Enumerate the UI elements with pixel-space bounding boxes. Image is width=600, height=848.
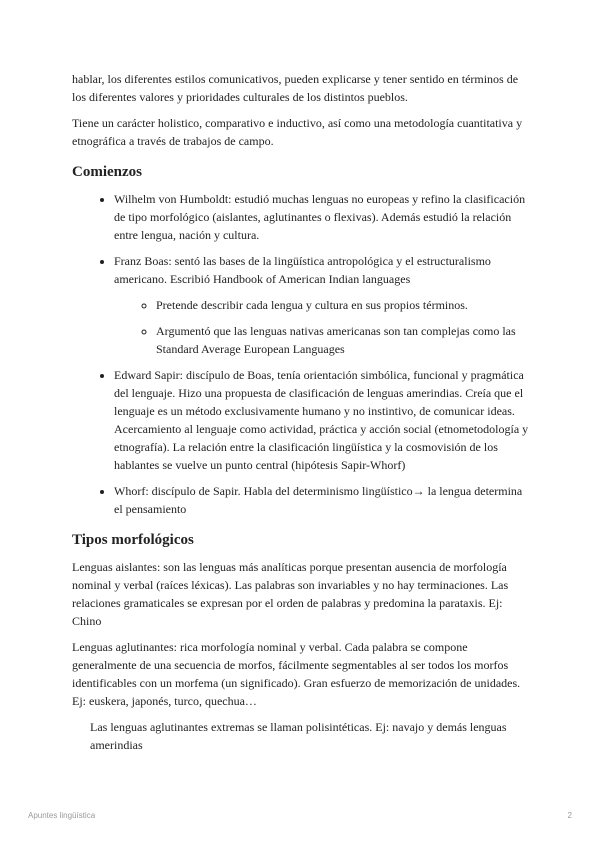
tipos-paragraph-aglutinantes: Lenguas aglutinantes: rica morfología nominal y verbal. Cada palabra se compone generalmente de una secuencia de morfos, fácilmente segmentables al ser todos los morfos identificables con un morfema (un significado). Gran esfuerzo de memorización de unidades. Ej: euskera, japonés, turco, quechua… bbox=[72, 640, 521, 708]
list-item-humboldt bbox=[114, 190, 530, 244]
footer-title: Apuntes lingüística bbox=[28, 811, 96, 820]
sublist-item: ◦ Pretende describir cada lengua y cultura en sus propios términos. bbox=[156, 296, 530, 314]
section-heading-tipos: Tipos morfológicos bbox=[72, 532, 194, 548]
sublist-item: ◦ Argumentó que las lenguas nativas americanas son tan complejas como las Standard Average European Languages bbox=[156, 322, 530, 358]
boas-sublist bbox=[114, 296, 530, 358]
comienzos-list bbox=[72, 190, 530, 518]
list-item-whorf bbox=[114, 482, 530, 518]
intro-paragraph-1: hablar, los diferentes estilos comunicativos, pueden explicarse y tener sentido en términos de los diferentes valores y prioridades culturales de los distintos pueblos. bbox=[72, 72, 519, 104]
document-page bbox=[72, 70, 530, 762]
list-item-text: Wilhelm von Humboldt: estudió muchas lenguas no europeas y refino la clasificación de tipo morfológico (aislantes, aglutinantes o flexivas). Además estudió la relación entre lengua, nación y cultura. bbox=[114, 192, 526, 242]
tipos-paragraph-polisinteticas: Las lenguas aglutinantes extremas se llaman polisintéticas. Ej: navajo y demás lenguas amerindias bbox=[90, 720, 507, 752]
list-item-text: Whorf: discípulo de Sapir. Habla del determinismo lingüístico→ la lengua determina el pensamiento bbox=[114, 484, 523, 516]
list-item-text: Edward Sapir: discípulo de Boas, tenía orientación simbólica, funcional y pragmática del lenguaje. Hizo una propuesta de clasificación de lenguas amerindias. Creía que el lenguaje es un método exclusivamente humano y no instintivo, de comunicar ideas. Acercamiento al lenguaje como actividad, práctica y acción social (etnometodología y etnografía). La relación entre la clasificación lingüística y la cosmovisión de los hablantes se vuelve un punto central (hipótesis Sapir-Whorf) bbox=[114, 368, 529, 472]
intro-paragraph-2: Tiene un carácter holistico, comparativo e inductivo, así como una metodología cuantitativa y etnográfica a través de trabajos de campo. bbox=[72, 116, 523, 148]
section-heading-comienzos: Comienzos bbox=[72, 164, 142, 180]
tipos-paragraph-aislantes: Lenguas aislantes: son las lenguas más analíticas porque presentan ausencia de morfología nominal y verbal (raíces léxicas). Las palabras son invariables y no hay terminaciones. Las relaciones gramaticales se expresan por el orden de palabras y predomina la parataxis. Ej: Chino bbox=[72, 560, 509, 628]
list-item-boas bbox=[114, 252, 530, 358]
page-number: 2 bbox=[567, 811, 572, 820]
page-footer bbox=[28, 811, 572, 823]
list-item-sapir bbox=[114, 366, 530, 474]
list-item-text: Franz Boas: sentó las bases de la lingüística antropológica y el estructuralismo americano. Escribió Handbook of American Indian languages bbox=[114, 254, 491, 286]
